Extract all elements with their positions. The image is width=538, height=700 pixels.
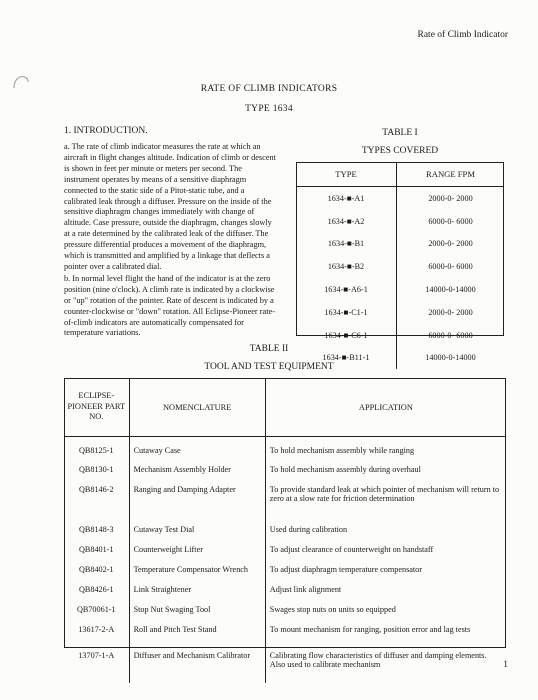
nomenclature-cell: Diffuser and Mechanism Calibrator [129, 645, 265, 683]
table-row [296, 278, 504, 301]
type-cell: 1634-■-A1 [296, 187, 397, 210]
table-row [64, 619, 506, 645]
application-cell: To adjust clearance of counterweight on handstaff [269, 544, 434, 554]
type-cell: 1634-■-B11-1 [296, 347, 397, 370]
range-cell: 6000-0- 6000 [428, 262, 473, 272]
table1-label: TABLE I [382, 128, 418, 138]
intro-paragraph-a: a. The rate of climb indicator measures the rate at which an aircraft in flight changes altitude. Indication of climb or descent is shown in feet per minute or meters per second. The instrument operates by means of a sensitive diaphragm connected to the static side of a Pitot-static tube, and a calibrated leak through a diffuser. Pressure on the inside of the sensitive diaphragm changes immediately with change of altitude. Case pressure, outside the diaphragm, changes slowly at a rate determined by the calibrated leak of the diffuser. The pressure differential produces a movement of the diaphragm, which is transmitted and amplified by a linkage that deflects a pointer over a calibrated dial. [64, 142, 276, 271]
part-no-cell: QB8148-3 [64, 519, 129, 539]
nomenclature-cell: Ranging and Damping Adapter [129, 479, 265, 519]
table2-header-part-no: ECLIPSE-PIONEER PART NO. [64, 378, 129, 437]
nomenclature-cell: Roll and Pitch Test Stand [129, 619, 265, 645]
nomenclature-cell: Link Straightener [129, 579, 265, 599]
range-cell: 2000-0- 2000 [428, 239, 473, 249]
table-row [296, 233, 504, 256]
part-no-cell: 13617-2-A [64, 619, 129, 645]
table-row [296, 210, 504, 233]
nomenclature-cell: Cutaway Case [129, 437, 265, 459]
application-cell: To hold mechanism assembly during overhaul [269, 464, 421, 474]
application-cell: Swages stop nuts on units so equipped [269, 604, 396, 614]
range-cell: 2000-0- 2000 [428, 307, 473, 317]
table-row [296, 255, 504, 278]
document-type: TYPE 1634 [245, 104, 293, 114]
part-no-cell: QB8125-1 [64, 437, 129, 459]
table-row [64, 645, 506, 683]
table-row [64, 479, 506, 519]
table-row [296, 187, 504, 210]
part-no-cell: 13707-1-A [64, 645, 129, 683]
document-title: RATE OF CLIMB INDICATORS [200, 84, 338, 94]
part-no-cell: QB70061-1 [64, 599, 129, 619]
intro-body [64, 142, 276, 340]
type-cell: 1634-■-A6-1 [296, 278, 397, 301]
table1-subtitle: TYPES COVERED [361, 146, 439, 156]
range-cell: 6000-0- 6000 [428, 330, 473, 340]
types-covered-table [296, 162, 504, 369]
table1-header-range: RANGE FPM [397, 162, 505, 187]
table2-header-nomenclature: NOMENCLATURE [129, 378, 265, 437]
running-header: Rate of Climb Indicator [417, 30, 508, 40]
type-cell: 1634-■-B1 [296, 233, 397, 256]
table1-header-row [296, 162, 504, 187]
application-cell: Adjust link alignment [269, 584, 342, 594]
table-row [64, 579, 506, 599]
part-no-cell: QB8402-1 [64, 559, 129, 579]
application-cell: To mount mechanism for ranging, position error and lag tests [269, 624, 471, 634]
range-cell: 2000-0- 2000 [428, 193, 473, 203]
table-row [64, 519, 506, 539]
range-cell: 14000-0-14000 [425, 285, 476, 295]
intro-heading: 1. INTRODUCTION. [64, 126, 148, 136]
part-no-cell: QB8401-1 [64, 539, 129, 559]
intro-paragraph-b: b. In normal level flight the hand of the indicator is at the zero position (nine o'clock). A climb rate is indicated by a clockwise or "up" rotation of the pointer. Rate of descent is indicated by a counter-clockwise or "down" rotation. All Eclipse-Pioneer rate-of-climb indicators are automatically compensated for temperature variations. [64, 273, 275, 338]
margin-mark [10, 70, 32, 92]
application-cell: To provide standard leak at which pointer of mechanism will return to zero at a slow rate for friction determination [269, 484, 500, 504]
part-no-cell: QB8146-2 [64, 479, 129, 519]
table-row [64, 539, 506, 559]
tool-equipment-table [64, 378, 506, 683]
type-cell: 1634-■-C6-1 [296, 324, 397, 347]
table2-subtitle: TOOL AND TEST EQUIPMENT [204, 362, 334, 372]
table-row [64, 559, 506, 579]
nomenclature-cell: Counterweight Lifter [129, 539, 265, 559]
type-cell: 1634-■-B2 [296, 255, 397, 278]
table-row [64, 599, 506, 619]
nomenclature-cell: Cutaway Test Dial [129, 519, 265, 539]
table1-header-type: TYPE [296, 162, 397, 187]
table-row [64, 459, 506, 479]
page-number: 1 [503, 660, 508, 670]
range-cell: 14000-0-14000 [425, 353, 476, 363]
table-row [296, 301, 504, 324]
part-no-cell: QB8426-1 [64, 579, 129, 599]
nomenclature-cell: Stop Nut Swaging Tool [129, 599, 265, 619]
table2-header-row [64, 378, 506, 437]
part-no-cell: QB8130-1 [64, 459, 129, 479]
table2-label: TABLE II [249, 344, 289, 354]
table-row [64, 437, 506, 459]
type-cell: 1634-■-A2 [296, 210, 397, 233]
application-cell: Used during calibration [269, 524, 348, 534]
application-cell: Calibrating flow characteristics of diffuser and damping elements. Also used to calibrate mechanism [269, 650, 487, 670]
application-cell: To hold mechanism assembly while ranging [269, 446, 415, 455]
type-cell: 1634-■-C1-1 [296, 301, 397, 324]
nomenclature-cell: Temperature Compensator Wrench [129, 559, 265, 579]
application-cell: To adjust diaphragm temperature compensator [269, 564, 423, 574]
nomenclature-cell: Mechanism Assembly Holder [129, 459, 265, 479]
range-cell: 6000-0- 6000 [428, 216, 473, 226]
table2-header-application: APPLICATION [265, 378, 506, 437]
